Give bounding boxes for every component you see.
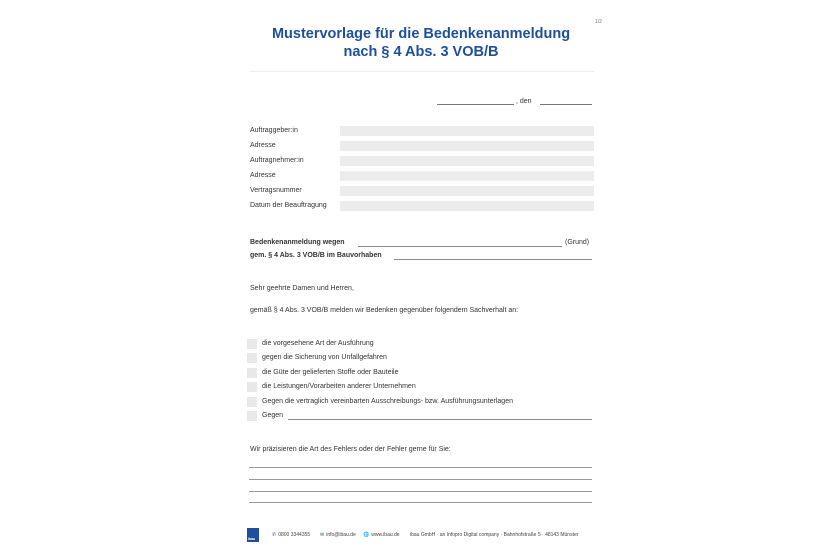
checkbox-label: die Güte der gelieferten Stoffe oder Bauteile — [262, 369, 399, 376]
field-input-auftraggeber[interactable] — [340, 126, 594, 136]
salutation: Sehr geehrte Damen und Herren, — [250, 285, 354, 292]
date-label: , den — [516, 98, 532, 105]
field-label-adresse-1: Adresse — [250, 142, 276, 149]
details-line[interactable] — [249, 479, 592, 480]
field-input-adresse-2[interactable] — [340, 171, 594, 181]
date-line[interactable] — [540, 104, 592, 105]
details-line[interactable] — [249, 467, 592, 468]
title-line-2: nach § 4 Abs. 3 VOB/B — [343, 44, 499, 60]
checkbox-guete[interactable] — [247, 368, 257, 378]
field-label-auftraggeber: Auftraggeber:in — [250, 127, 298, 134]
place-line[interactable] — [437, 104, 514, 105]
checkbox-label: gegen die Sicherung von Unfallgefahren — [262, 354, 387, 361]
page-number: 1/2 — [595, 19, 602, 25]
document-title — [240, 25, 602, 61]
checkbox-art-ausfuehrung[interactable] — [247, 339, 257, 349]
field-label-vertragsnummer: Vertragsnummer — [250, 187, 302, 194]
document-page — [232, 0, 608, 560]
gegen-line[interactable] — [288, 419, 592, 420]
field-label-datum: Datum der Beauftragung — [250, 202, 327, 209]
checkbox-label: die vorgesehene Art der Ausführung — [262, 340, 374, 347]
project-line[interactable] — [394, 259, 592, 260]
field-input-adresse-1[interactable] — [340, 141, 594, 151]
field-label-adresse-2: Adresse — [250, 172, 276, 179]
phone-icon: ✆ — [272, 532, 277, 538]
footer-phone — [272, 532, 310, 538]
footer-web-text: www.ibau.de — [371, 532, 400, 538]
reason-label: Bedenkenanmeldung wegen — [250, 239, 345, 246]
ibau-logo — [247, 528, 259, 542]
checkbox-label: Gegen — [262, 412, 284, 419]
footer-email[interactable] — [320, 532, 356, 538]
reason-suffix: (Grund) — [565, 239, 590, 246]
checkbox-vorarbeiten[interactable] — [247, 382, 257, 392]
globe-icon: 🌐 — [363, 532, 370, 538]
checkbox-gegen[interactable] — [247, 411, 257, 421]
checkbox-label: die Leistungen/Vorarbeiten anderer Unternehmen — [262, 383, 416, 390]
field-input-vertragsnummer[interactable] — [340, 186, 594, 196]
footer-company: ibau GmbH · an Infopro Digital company · Bahnhofstraße 5 · 48143 Münster — [410, 532, 579, 538]
title-divider — [249, 71, 594, 72]
footer-phone-text: 0800 3344355 — [278, 532, 311, 538]
field-label-auftragnehmer: Auftragnehmer:in — [250, 157, 304, 164]
details-prompt: Wir präzisieren die Art des Fehlers oder der Fehler gerne für Sie: — [250, 446, 451, 453]
details-line[interactable] — [249, 502, 592, 503]
field-input-auftragnehmer[interactable] — [340, 156, 594, 166]
reason-line[interactable] — [358, 246, 562, 247]
checkbox-label: Gegen die vertraglich vereinbarten Ausschreibungs- bzw. Ausführungsunterlagen — [262, 398, 513, 405]
footer-web[interactable] — [363, 532, 400, 538]
footer-email-text: info@ibau.de — [326, 532, 356, 538]
mail-icon: ✉ — [320, 532, 325, 538]
logo-text: ibau — [248, 537, 256, 541]
title-line-1: Mustervorlage für die Bedenkenanmeldung — [271, 26, 571, 42]
project-label: gem. § 4 Abs. 3 VOB/B im Bauvorhaben — [250, 252, 382, 259]
intro-text: gemäß § 4 Abs. 3 VOB/B melden wir Bedenken gegenüber folgendem Sachverhalt an: — [250, 307, 519, 314]
checkbox-unterlagen[interactable] — [247, 397, 257, 407]
checkbox-unfallgefahren[interactable] — [247, 353, 257, 363]
field-input-datum[interactable] — [340, 201, 594, 211]
details-line[interactable] — [249, 491, 592, 492]
